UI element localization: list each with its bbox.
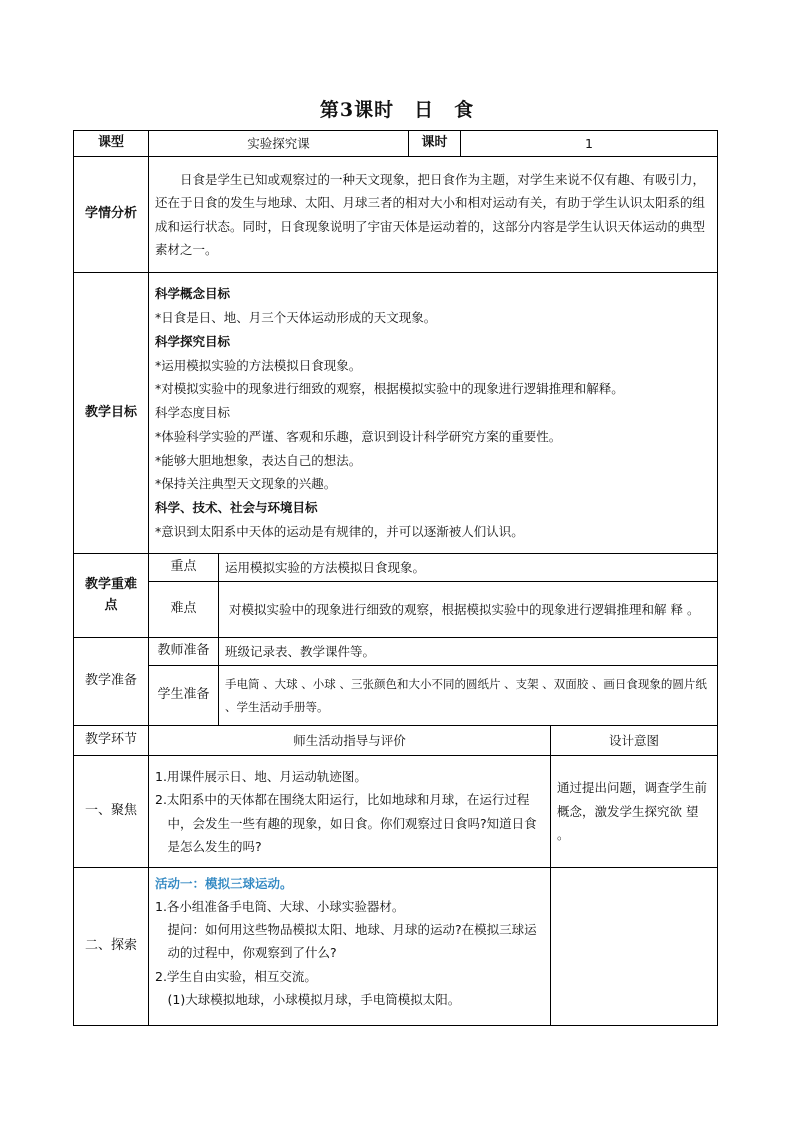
attitude-goal-item: *能够大胆地想象，表达自己的想法。 xyxy=(155,452,362,468)
concept-goal-item: *日食是日、地、月三个天体运动形成的天文现象。 xyxy=(155,310,437,326)
course-type-row xyxy=(74,131,718,157)
design-header: 设计意图 xyxy=(551,726,718,756)
process-header-row xyxy=(74,726,718,756)
focus-row xyxy=(74,756,718,868)
explore-row xyxy=(74,868,718,1026)
inquiry-goal-item: *运用模拟实验的方法模拟日食现象。 xyxy=(155,357,362,373)
period-value: 1 xyxy=(461,131,718,157)
difficulty-label: 难点 xyxy=(149,582,219,638)
page-title: 第3课时 日 食 xyxy=(319,99,475,121)
explore-item: 2.学生自由实验，相互交流。 xyxy=(155,968,317,984)
explore-design xyxy=(551,868,718,1026)
key-label: 重点 xyxy=(149,554,219,582)
focus-stage: 一、聚焦 xyxy=(74,756,149,868)
teacher-prep-label: 教师准备 xyxy=(149,638,219,666)
teacher-prep-row xyxy=(74,638,718,666)
analysis-row xyxy=(74,157,718,273)
key-points-label: 教学重难点 xyxy=(74,554,149,638)
activity-header: 师生活动指导与评价 xyxy=(149,726,551,756)
inquiry-goal-item: *对模拟实验中的现象进行细致的观察，根据模拟实验中的现象进行逻辑推理和解释。 xyxy=(155,381,624,397)
focus-item: 1.用课件展示日、地、月运动轨迹图。 xyxy=(155,769,367,785)
lesson-plan-table xyxy=(73,130,718,1026)
teacher-prep-text: 班级记录表、教学课件等。 xyxy=(219,638,718,666)
stage-header: 教学环节 xyxy=(74,726,149,756)
activity-title: 活动一：模拟三球运动。 xyxy=(155,876,293,891)
concept-goal-title: 科学概念目标 xyxy=(155,286,231,302)
student-prep-label: 学生准备 xyxy=(149,666,219,726)
course-type-label: 课型 xyxy=(74,131,149,157)
explore-subitem: (1)大球模拟地球，小球模拟月球，手电筒模拟太阳。 xyxy=(167,991,461,1007)
difficulty-text: 对模拟实验中的现象进行细致的观察，根据模拟实验中的现象进行逻辑推理和解 释 。 xyxy=(219,582,718,638)
attitude-goal-item: *保持关注典型天文现象的兴趣。 xyxy=(155,476,337,492)
student-prep-row xyxy=(74,666,718,726)
key-text: 运用模拟实验的方法模拟日食现象。 xyxy=(219,554,718,582)
goals-row xyxy=(74,273,718,554)
analysis-label: 学情分析 xyxy=(74,157,149,273)
stse-goal-title: 科学、技术、社会与环境目标 xyxy=(155,500,318,516)
student-prep-text: 手电筒 、大球 、小球 、三张颜色和大小不同的圆纸片 、支架 、双面胶 、画日食现象的圆片纸 、学生活动手册等。 xyxy=(219,666,718,726)
course-type-value: 实验探究课 xyxy=(149,131,409,157)
attitude-goal-title: 科学态度目标 xyxy=(155,405,231,421)
analysis-text: 日食是学生已知或观察过的一种天文现象，把日食作为主题，对学生来说不仅有趣、有吸引力，还在于日食的发生与地球、太阳、月球三者的相对大小和相对运动有关，有助于学生认识太阳系的组成和运行状态。同时，日食现象说明了宇宙天体是运动着的，这部分内容是学生认识天体运动的典型素材之一。 xyxy=(155,172,706,257)
focus-design: 通过提出问题，调查学生前概念，激发学生探究欲 望 。 xyxy=(557,779,708,843)
key-point-row xyxy=(74,554,718,582)
goals-label: 教学目标 xyxy=(74,273,149,554)
period-label: 课时 xyxy=(409,131,461,157)
stse-goal-item: *意识到太阳系中天体的运动是有规律的，并可以逐渐被人们认识。 xyxy=(155,523,524,539)
attitude-goal-item: *体验科学实验的严谨、客观和乐趣，意识到设计科学研究方案的重要性。 xyxy=(155,428,562,444)
inquiry-goal-title: 科学探究目标 xyxy=(155,333,231,349)
explore-item: 1.各小组准备手电筒、大球、小球实验器材。 xyxy=(155,899,405,915)
explore-question: 提问：如何用这些物品模拟太阳、地球、月球的运动?在模拟三球运动的过程中，你观察到了什么? xyxy=(167,922,537,961)
difficulty-row xyxy=(74,582,718,638)
focus-item: 2.太阳系中的天体都在围绕太阳运行，比如地球和月球，在运行过程中，会发生一些有趣的现象，如日食。你们观察过日食吗?知道日食是怎么发生的吗? xyxy=(155,792,537,854)
explore-stage: 二、探索 xyxy=(74,868,149,1026)
preparation-label: 教学准备 xyxy=(74,638,149,726)
